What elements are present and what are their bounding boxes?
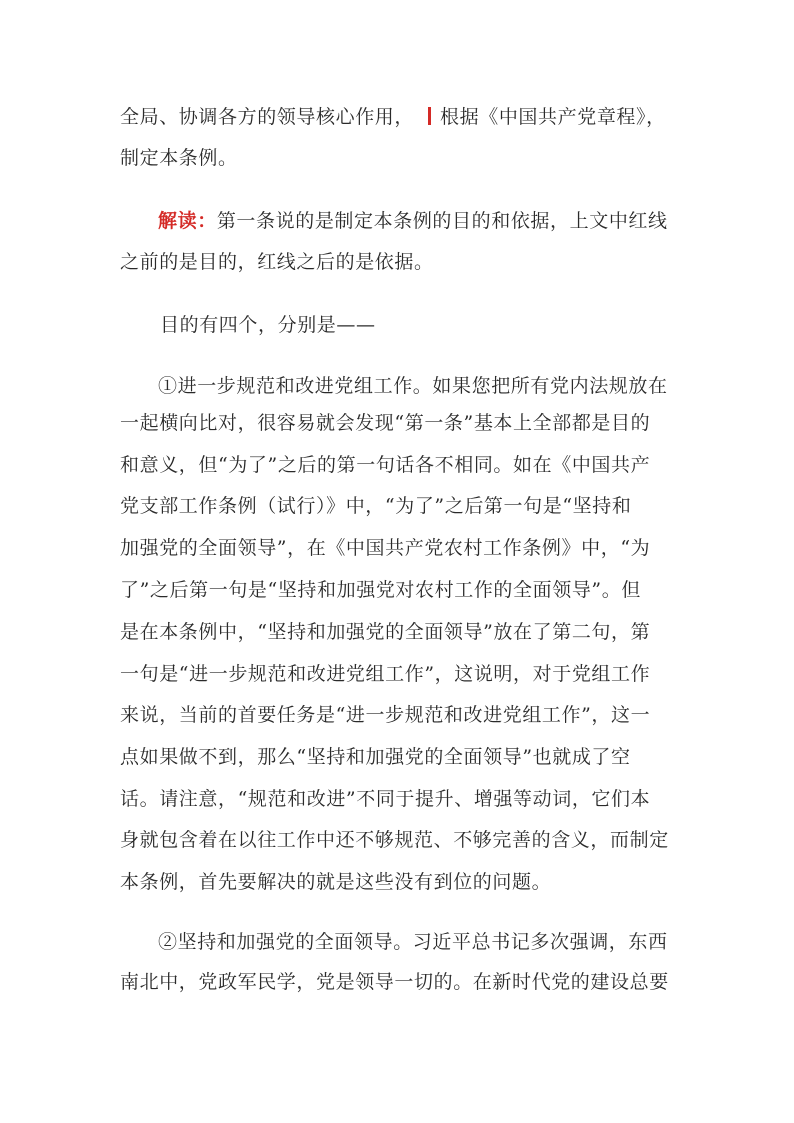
purpose1-text: 和意义，但“为了”之后的第一句话各不相同。如在《中国共产: [120, 454, 651, 476]
purpose2-line: [120, 968, 669, 996]
purpose1-text: 了”之后第一句是“坚持和加强党对农村工作的全面领导”。但: [120, 579, 641, 601]
interpretation-text: 之前的是目的，红线之后的是依据。: [120, 251, 434, 273]
purpose1-line: [120, 743, 631, 771]
purpose2-line: [158, 928, 668, 956]
purpose1-line: [120, 826, 669, 854]
purpose1-text: 党支部工作条例（试行）》中，“为了”之后第一句是“坚持和: [120, 495, 632, 517]
purpose1-text: 一起横向比对，很容易就会发现“第一条”基本上全部都是目的: [120, 412, 651, 434]
interpretation-line: [120, 248, 434, 276]
purpose1-line: [120, 660, 650, 688]
article-text-end: 制定本条例。: [120, 147, 238, 169]
interpretation-text: 第一条说的是制定本条例的目的和依据，上文中红线: [216, 210, 668, 232]
purpose1-line: [120, 492, 631, 520]
purpose1-line: [120, 868, 551, 896]
article-text-line: [120, 103, 666, 131]
purposes-intro-text: 目的有四个，分别是——: [160, 314, 376, 336]
basis-text: 根据《中国共产党章程》，: [440, 106, 666, 128]
purpose1-line: [120, 534, 650, 562]
red-divider-marker: [428, 107, 431, 125]
interpretation-label: 解读：: [158, 210, 217, 232]
purpose1-text: 本条例，首先要解决的就是这些没有到位的问题。: [120, 871, 552, 893]
purpose1-text: ①进一步规范和改进党组工作。如果您把所有党内法规放在: [158, 375, 668, 397]
purpose1-text: 一句是“进一步规范和改进党组工作”，这说明，对于党组工作: [120, 663, 651, 685]
purpose1-line: [120, 785, 650, 813]
purpose2-text: ②坚持和加强党的全面领导。习近平总书记多次强调，东西: [158, 931, 668, 953]
purpose1-line: [120, 451, 650, 479]
purpose-text: 全局、协调各方的领导核心作用，: [120, 106, 415, 128]
purpose1-line: [120, 701, 650, 729]
article-text-line: [120, 144, 238, 172]
purpose1-text: 话。请注意，“规范和改进”不同于提升、增强等动词，它们本: [120, 788, 651, 810]
purpose1-line: [120, 576, 641, 604]
purpose1-text: 身就包含着在以往工作中还不够规范、不够完善的含义，而制定: [120, 829, 669, 851]
purpose1-text: 来说，当前的首要任务是“进一步规范和改进党组工作”，这一: [120, 704, 651, 726]
purpose1-text: 是在本条例中，“坚持和加强党的全面领导”放在了第二句，第: [120, 621, 651, 643]
purpose2-text: 南北中，党政军民学，党是领导一切的。在新时代党的建设总要: [120, 971, 669, 993]
purpose1-line: [120, 409, 650, 437]
purpose1-text: 点如果做不到，那么“坚持和加强党的全面领导”也就成了空: [120, 746, 631, 768]
purpose1-line: [120, 618, 650, 646]
purposes-intro: [160, 311, 376, 339]
purpose1-text: 加强党的全面领导”，在《中国共产党农村工作条例》中，“为: [120, 537, 651, 559]
interpretation-line: [158, 207, 668, 235]
purpose1-line: [158, 372, 668, 400]
